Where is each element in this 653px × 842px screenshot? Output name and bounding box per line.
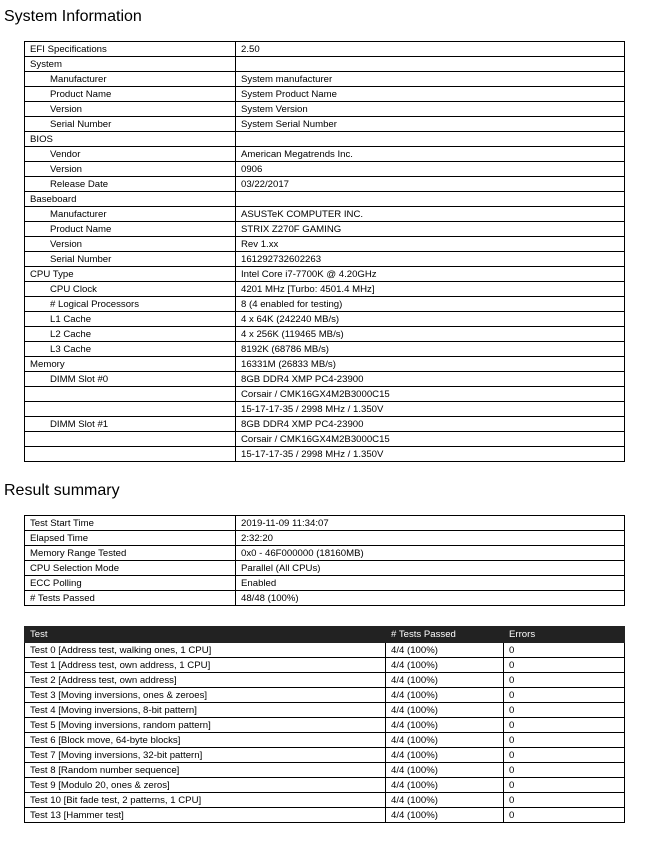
test-row — [25, 643, 625, 658]
info-label — [25, 447, 236, 462]
summary-value: Enabled — [236, 576, 625, 591]
summary-row — [25, 561, 625, 576]
info-value: 03/22/2017 — [236, 177, 625, 192]
header-errors: Errors — [504, 627, 625, 643]
test-row — [25, 733, 625, 748]
info-row — [25, 312, 625, 327]
header-test: Test — [25, 627, 386, 643]
info-label: Serial Number — [25, 117, 236, 132]
summary-row — [25, 546, 625, 561]
test-errors: 0 — [504, 718, 625, 733]
info-label: DIMM Slot #0 — [25, 372, 236, 387]
info-label: Baseboard — [25, 192, 236, 207]
info-label — [25, 387, 236, 402]
info-row — [25, 177, 625, 192]
info-label: Version — [25, 102, 236, 117]
info-label: BIOS — [25, 132, 236, 147]
test-errors: 0 — [504, 733, 625, 748]
info-value: STRIX Z270F GAMING — [236, 222, 625, 237]
info-label: Memory — [25, 357, 236, 372]
test-errors: 0 — [504, 658, 625, 673]
test-name: Test 6 [Block move, 64-byte blocks] — [25, 733, 386, 748]
info-value: 8GB DDR4 XMP PC4-23900 — [236, 372, 625, 387]
info-label: CPU Clock — [25, 282, 236, 297]
info-value: ASUSTeK COMPUTER INC. — [236, 207, 625, 222]
test-row — [25, 718, 625, 733]
summary-label: CPU Selection Mode — [25, 561, 236, 576]
info-row — [25, 432, 625, 447]
summary-label: # Tests Passed — [25, 591, 236, 606]
info-label: EFI Specifications — [25, 42, 236, 57]
info-row — [25, 117, 625, 132]
info-value — [236, 132, 625, 147]
info-row — [25, 72, 625, 87]
info-row — [25, 102, 625, 117]
info-value: Intel Core i7-7700K @ 4.20GHz — [236, 267, 625, 282]
info-value: 4201 MHz [Turbo: 4501.4 MHz] — [236, 282, 625, 297]
info-row — [25, 402, 625, 417]
test-name: Test 13 [Hammer test] — [25, 808, 386, 823]
info-label: Manufacturer — [25, 207, 236, 222]
test-passed: 4/4 (100%) — [386, 718, 504, 733]
info-value: System manufacturer — [236, 72, 625, 87]
test-name: Test 2 [Address test, own address] — [25, 673, 386, 688]
test-errors: 0 — [504, 763, 625, 778]
info-value: 8192K (68786 MB/s) — [236, 342, 625, 357]
test-name: Test 8 [Random number sequence] — [25, 763, 386, 778]
info-value: 2.50 — [236, 42, 625, 57]
info-row — [25, 162, 625, 177]
info-value: 15-17-17-35 / 2998 MHz / 1.350V — [236, 447, 625, 462]
info-row — [25, 267, 625, 282]
summary-value: Parallel (All CPUs) — [236, 561, 625, 576]
info-row — [25, 417, 625, 432]
info-label: L2 Cache — [25, 327, 236, 342]
summary-row — [25, 516, 625, 531]
info-value: Rev 1.xx — [236, 237, 625, 252]
test-row — [25, 793, 625, 808]
info-label: L1 Cache — [25, 312, 236, 327]
test-name: Test 5 [Moving inversions, random pattern] — [25, 718, 386, 733]
info-value — [236, 192, 625, 207]
test-name: Test 7 [Moving inversions, 32-bit pattern] — [25, 748, 386, 763]
test-row — [25, 778, 625, 793]
info-value — [236, 57, 625, 72]
result-summary-table — [24, 515, 625, 606]
summary-value: 0x0 - 46F000000 (18160MB) — [236, 546, 625, 561]
test-errors: 0 — [504, 778, 625, 793]
info-value: Corsair / CMK16GX4M2B3000C15 — [236, 432, 625, 447]
summary-row — [25, 591, 625, 606]
test-row — [25, 763, 625, 778]
test-passed: 4/4 (100%) — [386, 793, 504, 808]
info-label: Serial Number — [25, 252, 236, 267]
test-passed: 4/4 (100%) — [386, 763, 504, 778]
info-value: System Product Name — [236, 87, 625, 102]
info-value: American Megatrends Inc. — [236, 147, 625, 162]
info-label — [25, 402, 236, 417]
test-passed: 4/4 (100%) — [386, 733, 504, 748]
info-row — [25, 132, 625, 147]
test-errors: 0 — [504, 808, 625, 823]
test-passed: 4/4 (100%) — [386, 688, 504, 703]
info-row — [25, 357, 625, 372]
test-passed: 4/4 (100%) — [386, 658, 504, 673]
info-row — [25, 327, 625, 342]
info-row — [25, 237, 625, 252]
summary-label: Test Start Time — [25, 516, 236, 531]
info-row — [25, 297, 625, 312]
header-tests-passed: # Tests Passed — [386, 627, 504, 643]
test-name: Test 10 [Bit fade test, 2 patterns, 1 CPU] — [25, 793, 386, 808]
test-errors: 0 — [504, 673, 625, 688]
info-row — [25, 147, 625, 162]
summary-label: Memory Range Tested — [25, 546, 236, 561]
info-label: L3 Cache — [25, 342, 236, 357]
info-label: Release Date — [25, 177, 236, 192]
summary-row — [25, 531, 625, 546]
test-row — [25, 658, 625, 673]
info-row — [25, 387, 625, 402]
test-results-header-row — [25, 627, 625, 643]
info-value: 4 x 64K (242240 MB/s) — [236, 312, 625, 327]
test-name: Test 9 [Modulo 20, ones & zeros] — [25, 778, 386, 793]
summary-label: Elapsed Time — [25, 531, 236, 546]
info-row — [25, 192, 625, 207]
info-value: System Version — [236, 102, 625, 117]
test-row — [25, 703, 625, 718]
test-errors: 0 — [504, 748, 625, 763]
info-value: 16331M (26833 MB/s) — [236, 357, 625, 372]
info-label: Vendor — [25, 147, 236, 162]
info-row — [25, 282, 625, 297]
test-passed: 4/4 (100%) — [386, 673, 504, 688]
test-name: Test 4 [Moving inversions, 8-bit pattern] — [25, 703, 386, 718]
test-passed: 4/4 (100%) — [386, 808, 504, 823]
summary-label: ECC Polling — [25, 576, 236, 591]
test-errors: 0 — [504, 793, 625, 808]
test-errors: 0 — [504, 643, 625, 658]
info-label: Version — [25, 162, 236, 177]
info-row — [25, 207, 625, 222]
info-label — [25, 432, 236, 447]
test-name: Test 1 [Address test, own address, 1 CPU] — [25, 658, 386, 673]
info-value: 15-17-17-35 / 2998 MHz / 1.350V — [236, 402, 625, 417]
info-label: System — [25, 57, 236, 72]
info-label: CPU Type — [25, 267, 236, 282]
summary-value: 48/48 (100%) — [236, 591, 625, 606]
test-row — [25, 748, 625, 763]
system-information-heading: System Information — [4, 8, 142, 25]
result-summary-heading: Result summary — [4, 482, 120, 499]
info-value: 8 (4 enabled for testing) — [236, 297, 625, 312]
test-passed: 4/4 (100%) — [386, 703, 504, 718]
info-label: Version — [25, 237, 236, 252]
info-value: 161292732602263 — [236, 252, 625, 267]
info-label: Product Name — [25, 222, 236, 237]
test-errors: 0 — [504, 703, 625, 718]
test-row — [25, 808, 625, 823]
info-label: Manufacturer — [25, 72, 236, 87]
test-name: Test 0 [Address test, walking ones, 1 CPU] — [25, 643, 386, 658]
info-value: 0906 — [236, 162, 625, 177]
info-row — [25, 87, 625, 102]
info-row — [25, 447, 625, 462]
info-label: # Logical Processors — [25, 297, 236, 312]
info-row — [25, 42, 625, 57]
test-results-table — [24, 626, 625, 823]
test-row — [25, 688, 625, 703]
test-passed: 4/4 (100%) — [386, 748, 504, 763]
info-value: Corsair / CMK16GX4M2B3000C15 — [236, 387, 625, 402]
test-name: Test 3 [Moving inversions, ones & zeroes] — [25, 688, 386, 703]
info-row — [25, 342, 625, 357]
summary-value: 2019-11-09 11:34:07 — [236, 516, 625, 531]
summary-value: 2:32:20 — [236, 531, 625, 546]
info-label: DIMM Slot #1 — [25, 417, 236, 432]
test-passed: 4/4 (100%) — [386, 778, 504, 793]
info-row — [25, 222, 625, 237]
info-label: Product Name — [25, 87, 236, 102]
info-row — [25, 57, 625, 72]
summary-row — [25, 576, 625, 591]
test-errors: 0 — [504, 688, 625, 703]
info-value: 8GB DDR4 XMP PC4-23900 — [236, 417, 625, 432]
system-information-table — [24, 41, 625, 462]
info-row — [25, 252, 625, 267]
info-value: 4 x 256K (119465 MB/s) — [236, 327, 625, 342]
test-row — [25, 673, 625, 688]
info-row — [25, 372, 625, 387]
info-value: System Serial Number — [236, 117, 625, 132]
test-passed: 4/4 (100%) — [386, 643, 504, 658]
